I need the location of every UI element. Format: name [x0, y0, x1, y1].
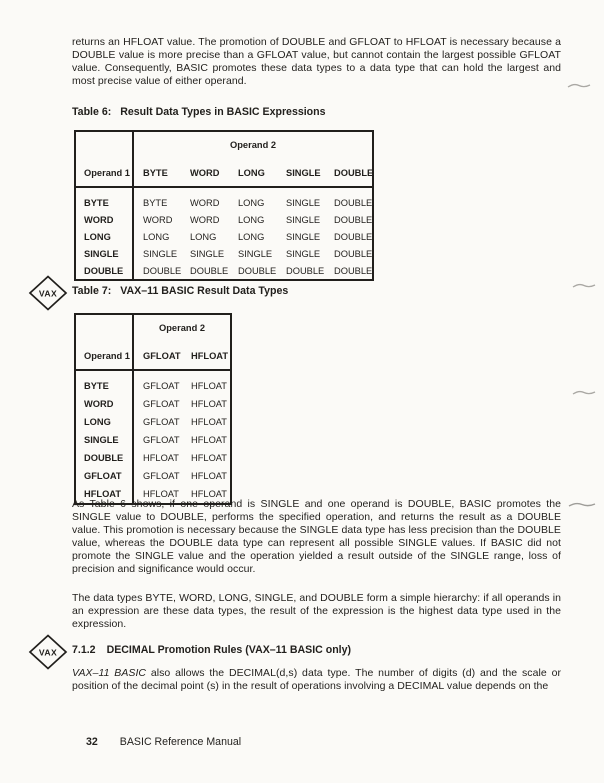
table6-col-header: WORD: [181, 160, 229, 187]
table7-operand1-header: Operand 1: [75, 314, 133, 370]
table7-cell: HFLOAT: [191, 453, 227, 463]
section-heading-712: [72, 644, 351, 656]
table6-cell: DOUBLE: [143, 265, 182, 276]
page-number: 32: [86, 736, 98, 748]
table6-caption-title: Result Data Types in BASIC Expressions: [120, 106, 326, 118]
table6-cell: DOUBLE: [334, 197, 373, 208]
table7-row-label: BYTE: [75, 370, 133, 395]
table7-caption-title: VAX–11 BASIC Result Data Types: [120, 285, 289, 297]
vax-marker-label: VAX: [38, 647, 58, 658]
paragraph-decimal-promotion-text: also allows the DECIMAL(d,s) data type. The number of digits (d) and the scale or position of the decimal point (s) in the result of operations involving a DECIMAL value depends on the: [72, 667, 562, 692]
table6-cell: LONG: [238, 197, 265, 208]
table7-cell: HFLOAT: [191, 417, 227, 427]
table7-cell: HFLOAT: [143, 489, 179, 499]
table6-cell: LONG: [143, 231, 170, 242]
table6-cell: WORD: [190, 197, 220, 208]
table6-cell: DOUBLE: [286, 265, 325, 276]
table6-col-header: SINGLE: [277, 160, 325, 187]
table7-row-label: DOUBLE: [75, 449, 133, 467]
table6-cell: SINGLE: [286, 197, 321, 208]
table7-cell: HFLOAT: [191, 471, 227, 481]
table6-row-label: LONG: [75, 228, 133, 245]
vax-marker-label: VAX: [38, 288, 58, 299]
table7-col-header: GFLOAT: [133, 343, 182, 370]
section-number: 7.1.2: [72, 644, 96, 656]
table7-cell: HFLOAT: [191, 381, 227, 391]
margin-mark: [567, 81, 591, 90]
section-title: DECIMAL Promotion Rules (VAX–11 BASIC only): [106, 644, 352, 656]
margin-mark: [572, 388, 596, 397]
table6-caption-number: Table 6:: [72, 106, 112, 118]
table6-cell: WORD: [190, 214, 220, 225]
paragraph-single-double-promotion: As Table 6 shows, if one operand is SINGLE and one operand is DOUBLE, BASIC promotes the SINGLE value to DOUBLE, performs the specified operation, and returns the result as a DOUBLE value. This promotion is necessary because the SINGLE data type has less precision than the DOUBLE value, whereas the DOUBLE data type can represent all possible SINGLE values. If BASIC did not promote the SINGLE value and the operation yielded a result outside of the SINGLE range, loss of precision and significance would occur.: [72, 498, 561, 575]
table6-cell: SINGLE: [190, 248, 225, 259]
table7-cell: HFLOAT: [191, 435, 227, 445]
table7-col-header: HFLOAT: [182, 343, 231, 370]
table6-operand1-header: Operand 1: [75, 131, 133, 187]
margin-mark: [568, 500, 596, 509]
table6-cell: LONG: [238, 231, 265, 242]
table6-col-header: LONG: [229, 160, 277, 187]
table6-caption: [72, 106, 326, 118]
table6-cell: SINGLE: [143, 248, 178, 259]
table6-cell: SINGLE: [286, 231, 321, 242]
table6-cell: DOUBLE: [334, 231, 373, 242]
page-footer: [86, 736, 241, 748]
table6-cell: DOUBLE: [190, 265, 229, 276]
table6-cell: SINGLE: [286, 248, 321, 259]
table7: [74, 313, 232, 505]
table6-cell: WORD: [143, 214, 173, 225]
table6-cell: LONG: [190, 231, 217, 242]
table6-row-label: SINGLE: [75, 245, 133, 262]
table7-cell: GFLOAT: [143, 381, 180, 391]
margin-mark: [572, 281, 596, 290]
footer-manual-title: BASIC Reference Manual: [119, 736, 242, 748]
table7-cell: HFLOAT: [143, 453, 179, 463]
table6-cell: DOUBLE: [334, 265, 373, 276]
table7-row-label: SINGLE: [75, 431, 133, 449]
table6-cell: SINGLE: [238, 248, 273, 259]
table6: [74, 130, 374, 281]
vax-marker-icon: [28, 634, 68, 670]
table6-row-label: WORD: [75, 211, 133, 228]
table6-cell: DOUBLE: [334, 248, 373, 259]
table7-row-label: LONG: [75, 413, 133, 431]
paragraph-decimal-promotion: [72, 667, 561, 693]
table7-cell: HFLOAT: [191, 399, 227, 409]
table6-row-label: DOUBLE: [75, 262, 133, 280]
table7-row-label: WORD: [75, 395, 133, 413]
table7-cell: HFLOAT: [191, 489, 227, 499]
table7-cell: GFLOAT: [143, 435, 180, 445]
vax11-basic-italic: VAX–11 BASIC: [72, 667, 147, 679]
table6-operand2-header: Operand 2: [230, 140, 276, 150]
table7-cell: GFLOAT: [143, 399, 180, 409]
paragraph-data-type-hierarchy: The data types BYTE, WORD, LONG, SINGLE, and DOUBLE form a simple hierarchy: if all operands in an expression are these data types, the result of the expression is the highest data type used in the expression.: [72, 592, 561, 630]
table6-cell: BYTE: [143, 197, 168, 208]
table7-cell: GFLOAT: [143, 417, 180, 427]
table7-row-label: HFLOAT: [75, 485, 133, 504]
table6-cell: DOUBLE: [238, 265, 277, 276]
table6-cell: SINGLE: [286, 214, 321, 225]
paragraph-hfloat-promotion: returns an HFLOAT value. The promotion of DOUBLE and GFLOAT to HFLOAT is necessary because a DOUBLE value is more precise than a GFLOAT value, but cannot contain the largest possible GFLOAT value. Consequently, BASIC promotes these data types to a data type that can hold the largest and most precise value of either operand.: [72, 36, 561, 87]
table7-caption: [72, 285, 288, 297]
table7-caption-number: Table 7:: [72, 285, 112, 297]
table6-cell: DOUBLE: [334, 214, 373, 225]
table6-col-header: DOUBLE: [325, 160, 373, 187]
table6-cell: LONG: [238, 214, 265, 225]
table6-row-label: BYTE: [75, 187, 133, 211]
table7-operand2-header: Operand 2: [159, 323, 205, 333]
table7-row-label: GFLOAT: [75, 467, 133, 485]
vax-marker-icon: [28, 275, 68, 311]
table6-col-header: BYTE: [133, 160, 181, 187]
table7-cell: GFLOAT: [143, 471, 180, 481]
